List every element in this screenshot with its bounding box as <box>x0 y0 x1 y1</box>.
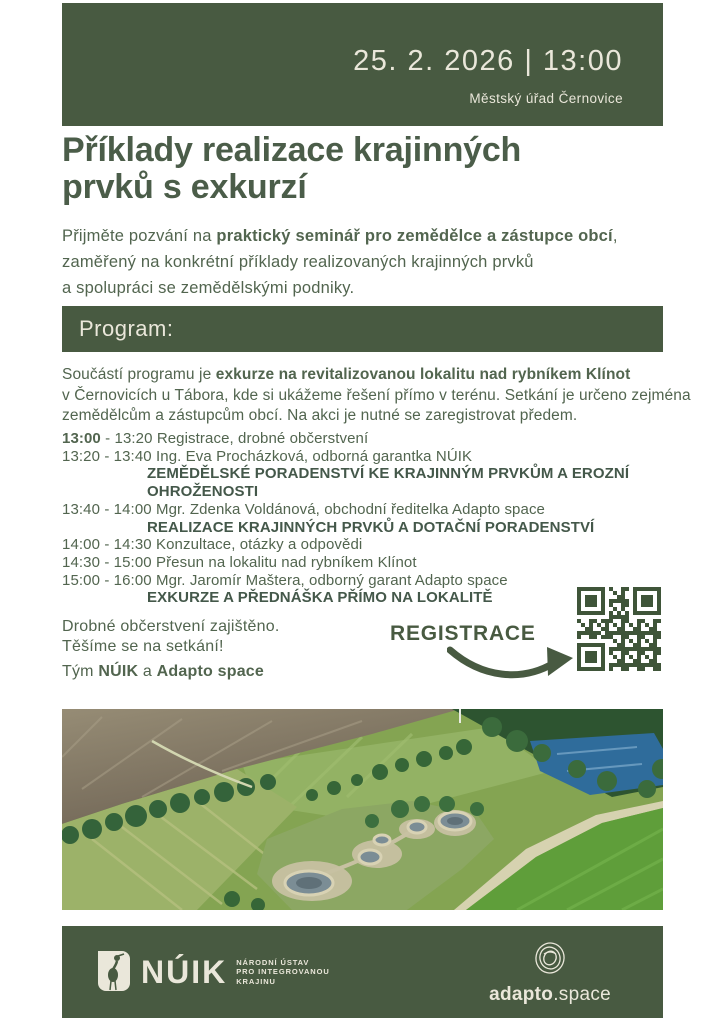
nuik-bird-icon <box>94 947 132 998</box>
page-title-line1: Příklady realizace krajinných <box>62 131 522 169</box>
schedule-time: 13:20 <box>62 447 101 465</box>
intro-line1: Přijměte pozvání na praktický seminář pro zemědělce a zástupce obcí, <box>62 227 618 245</box>
intro-line3: a spolupráci se zemědělskými podniky. <box>62 279 355 297</box>
intro-line2: zaměřený na konkrétní příklady realizovaných krajinných prvků <box>62 253 534 271</box>
program-intro-line3: zemědělcům a zástupcům obcí. Na akci je nutné se zaregistrovat předem. <box>62 407 578 424</box>
page-title <box>62 132 521 206</box>
schedule-row-5: 14:30 - 15:00 Přesun na lokalitu nad rybníkem Klínot <box>62 553 417 571</box>
schedule-time: 14:30 <box>62 553 101 571</box>
registration-arrow-icon <box>447 645 577 685</box>
header-band <box>62 3 663 126</box>
program-heading: Program: <box>79 316 174 341</box>
nuik-full-name: NÁRODNÍ ÚSTAV PRO INTEGROVANOU KRAJINU <box>236 957 330 986</box>
schedule-time: 14:00 <box>62 536 101 554</box>
aerial-photo <box>62 709 663 910</box>
schedule-desc: Registrace, drobné občerstvení <box>156 430 369 447</box>
registration-label: REGISTRACE <box>390 622 536 645</box>
intro-paragraph <box>62 223 618 301</box>
program-schedule <box>62 430 663 607</box>
schedule-time: 13:00 <box>62 430 101 447</box>
program-intro-line1: Součástí programu je exkurze na revitalizovanou lokalitu nad rybníkem Klínot <box>62 366 631 383</box>
schedule-desc: Mgr. Jaromír Maštera, odborný garant Adapto space <box>155 571 508 589</box>
program-intro-line2: v Černovicích u Tábora, kde si ukážeme řešení přímo v terénu. Setkání je určeno zejména <box>62 386 691 404</box>
schedule-time: 15:00 <box>62 571 101 589</box>
event-datetime: 25. 2. 2026 | 13:00 <box>353 45 623 77</box>
adapto-rings-icon <box>532 940 568 981</box>
schedule-desc: Mgr. Zdenka Voldánová, obchodní ředitelka Adapto space <box>155 500 545 518</box>
schedule-row-2: 13:20 - 13:40 Ing. Eva Procházková, odborná garantka NÚIK <box>62 447 473 465</box>
adapto-wordmark: adapto.space <box>489 984 611 1005</box>
program-band <box>62 306 663 352</box>
page-title-line2: prvků s exkurzí <box>62 168 307 206</box>
adapto-logo <box>489 940 611 1006</box>
program-intro <box>62 365 691 427</box>
schedule-row-3: 13:40 - 14:00 Mgr. Zdenka Voldánová, obchodní ředitelka Adapto space <box>62 500 545 518</box>
schedule-time: 13:40 <box>62 500 101 518</box>
schedule-desc: Konzultace, otázky a odpovědi <box>155 536 363 554</box>
event-location: Městský úřad Černovice <box>469 91 623 106</box>
qr-code <box>577 587 661 671</box>
schedule-talk-3: REALIZACE KRAJINNÝCH PRVKŮ A DOTAČNÍ PORADENSTVÍ <box>147 518 595 536</box>
nuik-acronym: NÚIK <box>141 954 228 990</box>
schedule-desc: Ing. Eva Procházková, odborná garantka NÚIK <box>155 447 473 465</box>
closing-line1: Drobné občerstvení zajištěno. <box>62 618 280 635</box>
team-signature: Tým NÚIK a Adapto space <box>62 663 264 680</box>
schedule-talk-2: ZEMĚDĚLSKÉ PORADENSTVÍ KE KRAJINNÝM PRVKŮM A EROZNÍ OHROŽENOSTI <box>147 465 630 501</box>
schedule-row-4: 14:00 - 14:30 Konzultace, otázky a odpovědi <box>62 536 363 554</box>
schedule-row-6: 15:00 - 16:00 Mgr. Jaromír Maštera, odborný garant Adapto space <box>62 571 508 589</box>
nuik-logo <box>94 947 330 998</box>
schedule-desc: Přesun na lokalitu nad rybníkem Klínot <box>155 553 417 571</box>
schedule-row-1: 13:00 - 13:20 Registrace, drobné občerstvení <box>62 430 369 447</box>
closing-line2: Těšíme se na setkání! <box>62 638 224 655</box>
schedule-talk-6: EXKURZE A PŘEDNÁŠKA PŘÍMO NA LOKALITĚ <box>147 589 493 607</box>
closing-note <box>62 617 279 657</box>
footer-band <box>62 926 663 1018</box>
